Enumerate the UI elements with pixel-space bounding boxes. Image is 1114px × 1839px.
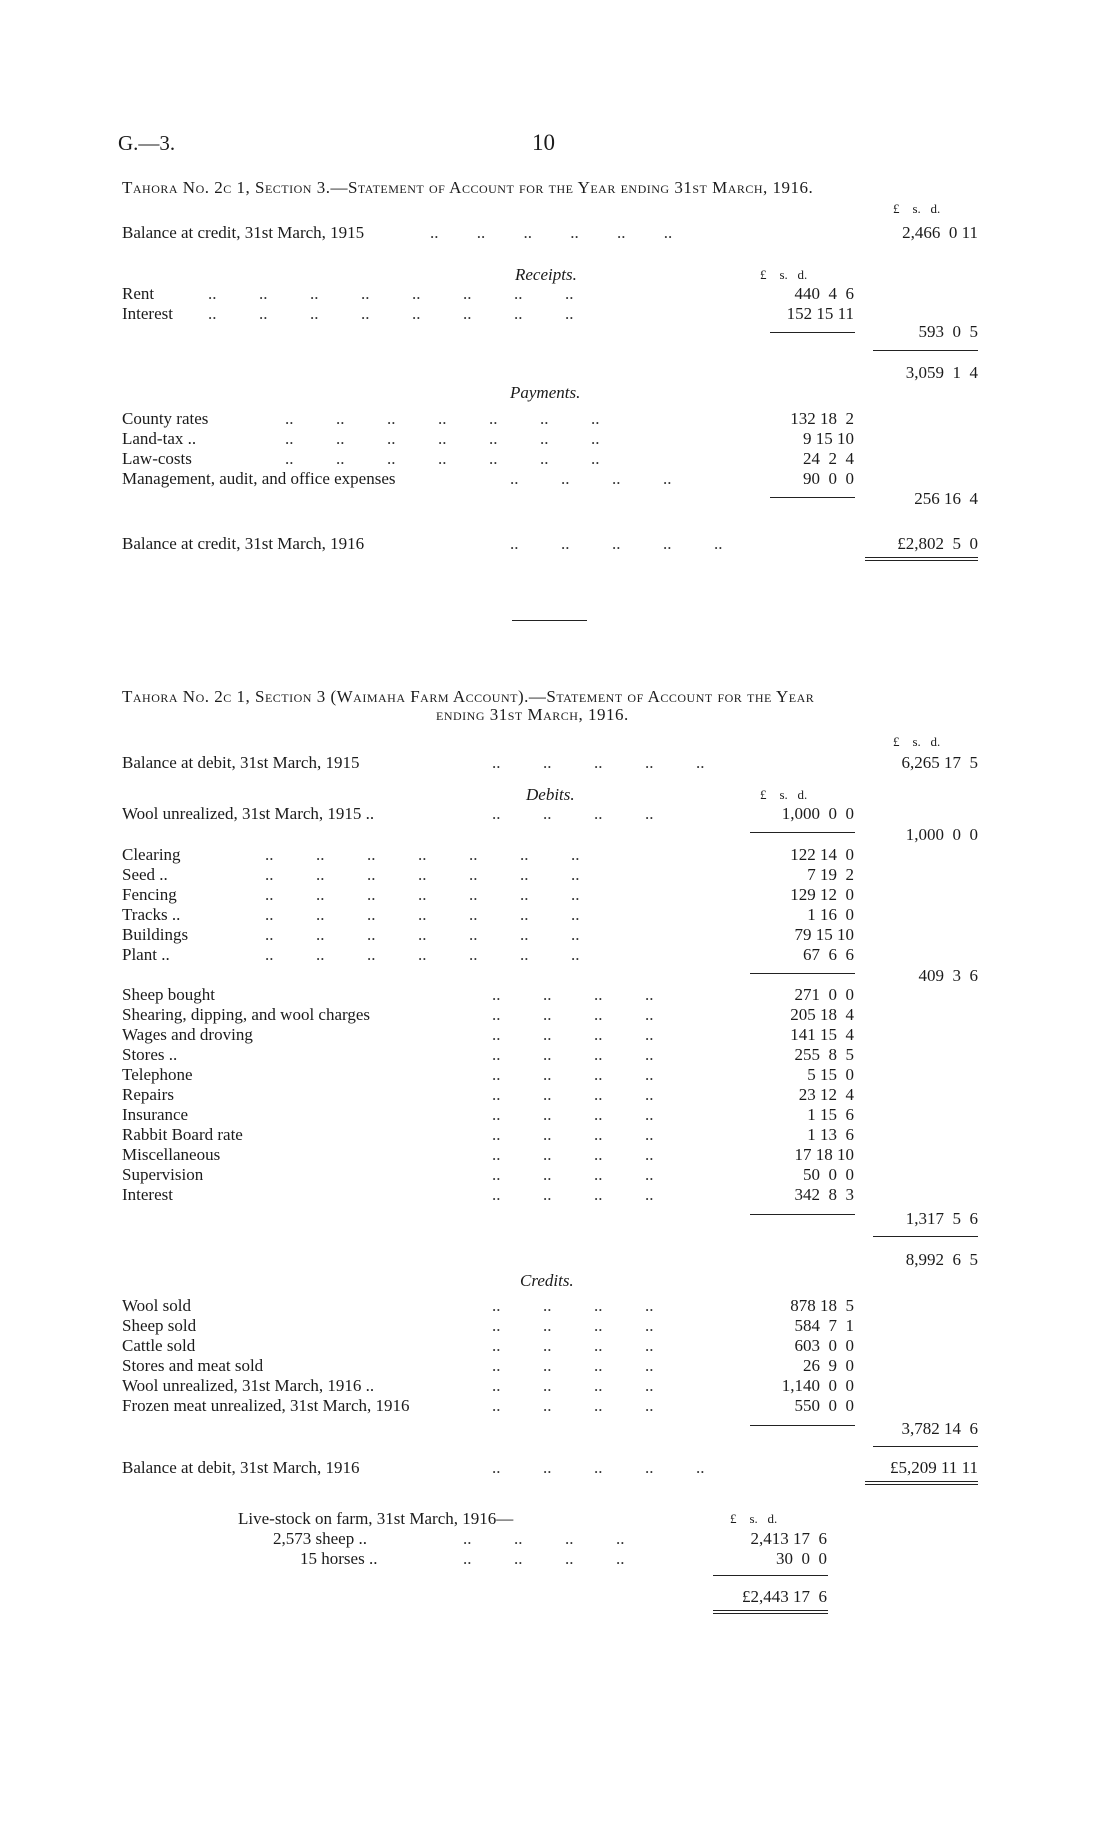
leader-dots: .. .. .. .. [492,1165,654,1184]
section1-closing-label: Balance at credit, 31st March, 1916 [122,534,365,553]
double-rule [713,1610,828,1614]
credits-heading: Credits. [520,1271,574,1290]
receipt-label: Rent [122,284,155,303]
credit-amount: 550 0 0 [794,1396,854,1415]
leader-dots: .. .. .. .. [492,1356,654,1375]
credit-label: Frozen meat unrealized, 31st March, 1916 [122,1396,410,1415]
payment-amount: 90 0 0 [803,469,854,488]
leader-dots: .. .. .. .. .. .. .. .. [208,304,574,323]
leader-dots: .. .. .. .. [510,469,672,488]
expense-amount: 50 0 0 [803,1165,854,1184]
leader-dots: .. .. .. .. [492,1145,654,1164]
receipt-label: Interest [122,304,173,323]
leader-dots: .. .. .. .. [492,1125,654,1144]
improvements-total: 409 3 6 [918,966,978,985]
improvement-label: Fencing [122,885,177,904]
payment-amount: 24 2 4 [803,449,854,468]
leader-dots: .. .. .. .. [492,1005,654,1024]
leader-dots: .. .. .. .. [463,1529,625,1548]
improvement-label: Plant .. [122,945,170,964]
payment-amount: 132 18 2 [790,409,854,428]
expense-amount: 1 15 6 [807,1105,854,1124]
currency-header: £ s. d. [730,1511,778,1526]
improvement-amount: 1 16 0 [807,905,854,924]
sum-rule [713,1575,828,1576]
payment-label: County rates [122,409,209,428]
wool-unrealized-amount: 1,000 0 0 [781,804,854,823]
credit-label: Sheep sold [122,1316,197,1335]
payment-amount: 9 15 10 [803,429,854,448]
credits-total: 3,782 14 6 [901,1419,978,1438]
leader-dots: .. .. .. .. .. .. .. [265,845,580,864]
leader-dots: .. .. .. .. [492,985,654,1004]
expense-label: Sheep bought [122,985,216,1004]
sum-rule [750,1214,855,1215]
leader-dots: .. .. .. .. [492,1396,654,1415]
improvement-amount: 122 14 0 [790,845,854,864]
improvement-amount: 129 12 0 [790,885,854,904]
credit-label: Stores and meat sold [122,1356,264,1375]
debits-heading: Debits. [526,785,575,804]
leader-dots: .. .. .. .. [492,1085,654,1104]
sum-rule [770,332,855,333]
leader-dots: .. .. .. .. [492,804,654,823]
expense-label: Shearing, dipping, and wool charges [122,1005,371,1024]
credit-amount: 26 9 0 [803,1356,854,1375]
leader-dots: .. .. .. .. .. .. .. [265,945,580,964]
leader-dots: .. .. .. .. [492,1025,654,1044]
livestock-total: £2,443 17 6 [742,1587,827,1606]
leader-dots: .. .. .. .. .. [492,1458,705,1477]
payment-label: Management, audit, and office expenses [122,469,396,488]
page-code: G.—3. [118,131,176,155]
expense-label: Miscellaneous [122,1145,221,1164]
leader-dots: .. .. .. .. .. .. .. [265,925,580,944]
credit-amount: 1,140 0 0 [781,1376,854,1395]
section1-title: Tahora No. 2c 1, Section 3.—Statement of Account for the Year ending 31st March, 1916. [122,178,814,197]
expense-label: Interest [122,1185,173,1204]
section2-opening-amount: 6,265 17 5 [901,753,978,772]
receipt-amount: 152 15 11 [786,304,854,323]
leader-dots: .. .. .. .. .. .. .. .. [208,284,574,303]
expense-label: Wages and droving [122,1025,253,1044]
leader-dots: .. .. .. .. [492,1296,654,1315]
expense-label: Rabbit Board rate [122,1125,243,1144]
leader-dots: .. .. .. .. [492,1045,654,1064]
section1-opening-label: Balance at credit, 31st March, 1915 [122,223,365,242]
double-rule [865,557,978,561]
credit-amount: 584 7 1 [794,1316,854,1335]
leader-dots: .. .. .. .. .. .. .. [285,429,600,448]
payment-label: Law-costs [122,449,192,468]
improvement-label: Buildings [122,925,189,944]
leader-dots: .. .. .. .. .. .. .. [265,885,580,904]
currency-header: £ s. d. [760,787,808,802]
sum-rule [770,497,855,498]
leader-dots: .. .. .. .. .. [510,534,723,553]
section1-subtotal: 3,059 1 4 [905,363,978,382]
section1-opening-amount: 2,466 0 11 [902,223,978,242]
leader-dots: .. .. .. .. [492,1316,654,1335]
expense-amount: 1 13 6 [807,1125,854,1144]
expense-amount: 342 8 3 [794,1185,854,1204]
currency-header: £ s. d. [760,267,808,282]
expense-amount: 17 18 10 [794,1145,854,1164]
payment-label: Land-tax .. [122,429,197,448]
section2-subtotal: 8,992 6 5 [905,1250,978,1269]
credit-label: Wool sold [122,1296,191,1315]
expense-amount: 5 15 0 [807,1065,854,1084]
livestock-label: 15 horses .. [300,1549,378,1568]
leader-dots: .. .. .. .. [492,1376,654,1395]
expenses-total: 1,317 5 6 [905,1209,978,1228]
receipt-amount: 440 4 6 [794,284,854,303]
leader-dots: .. .. .. .. [492,1336,654,1355]
leader-dots: .. .. .. .. [492,1065,654,1084]
sum-rule [750,973,855,974]
credit-amount: 878 18 5 [790,1296,854,1315]
improvement-amount: 7 19 2 [807,865,854,884]
leader-dots: .. .. .. .. .. .. .. [285,449,600,468]
leader-dots: .. .. .. .. .. .. .. [285,409,600,428]
expense-amount: 271 0 0 [794,985,854,1004]
page-number: 10 [532,130,555,155]
section2-closing-label: Balance at debit, 31st March, 1916 [122,1458,360,1477]
sum-rule [750,832,855,833]
leader-dots: .. .. .. .. [492,1185,654,1204]
improvement-amount: 79 15 10 [794,925,854,944]
leader-dots: .. .. .. .. .. .. .. [265,905,580,924]
section2-title-line1: Tahora No. 2c 1, Section 3 (Waimaha Farm Account).—Statement of Account for the Year [122,687,815,706]
leader-dots: .. .. .. .. [463,1549,625,1568]
leader-dots: .. .. .. .. .. .. [430,223,673,242]
expense-amount: 23 12 4 [798,1085,854,1104]
leader-dots: .. .. .. .. .. .. .. [265,865,580,884]
section2-opening-label: Balance at debit, 31st March, 1915 [122,753,360,772]
section1-closing-amount: £2,802 5 0 [897,534,978,553]
credit-amount: 603 0 0 [794,1336,854,1355]
currency-header: £ s. d. [893,734,941,749]
expense-label: Telephone [122,1065,193,1084]
double-rule [865,1481,978,1485]
wool-total: 1,000 0 0 [905,825,978,844]
section2-title-line2: ending 31st March, 1916. [436,705,629,724]
improvement-label: Clearing [122,845,181,864]
currency-header: £ s. d. [893,201,941,216]
payments-heading: Payments. [510,383,581,402]
sum-rule [873,1446,978,1447]
livestock-amount: 2,413 17 6 [750,1529,827,1548]
receipts-total: 593 0 5 [918,322,978,341]
livestock-heading: Live-stock on farm, 31st March, 1916— [238,1509,514,1528]
expense-label: Supervision [122,1165,204,1184]
livestock-amount: 30 0 0 [776,1549,827,1568]
improvement-label: Seed .. [122,865,168,884]
leader-dots: .. .. .. .. [492,1105,654,1124]
sum-rule [873,350,978,351]
expense-amount: 205 18 4 [790,1005,854,1024]
expense-amount: 141 15 4 [790,1025,854,1044]
expense-label: Repairs [122,1085,174,1104]
expense-amount: 255 8 5 [794,1045,854,1064]
section-separator [512,620,587,621]
expense-label: Stores .. [122,1045,178,1064]
livestock-label: 2,573 sheep .. [273,1529,367,1548]
wool-unrealized-label: Wool unrealized, 31st March, 1915 .. [122,804,375,823]
section2-closing-amount: £5,209 11 11 [890,1458,978,1477]
credit-label: Cattle sold [122,1336,196,1355]
sum-rule [873,1236,978,1237]
payments-total: 256 16 4 [914,489,978,508]
expense-label: Insurance [122,1105,189,1124]
improvement-label: Tracks .. [122,905,181,924]
credit-label: Wool unrealized, 31st March, 1916 .. [122,1376,375,1395]
improvement-amount: 67 6 6 [803,945,854,964]
receipts-heading: Receipts. [515,265,577,284]
sum-rule [750,1425,855,1426]
leader-dots: .. .. .. .. .. [492,753,705,772]
